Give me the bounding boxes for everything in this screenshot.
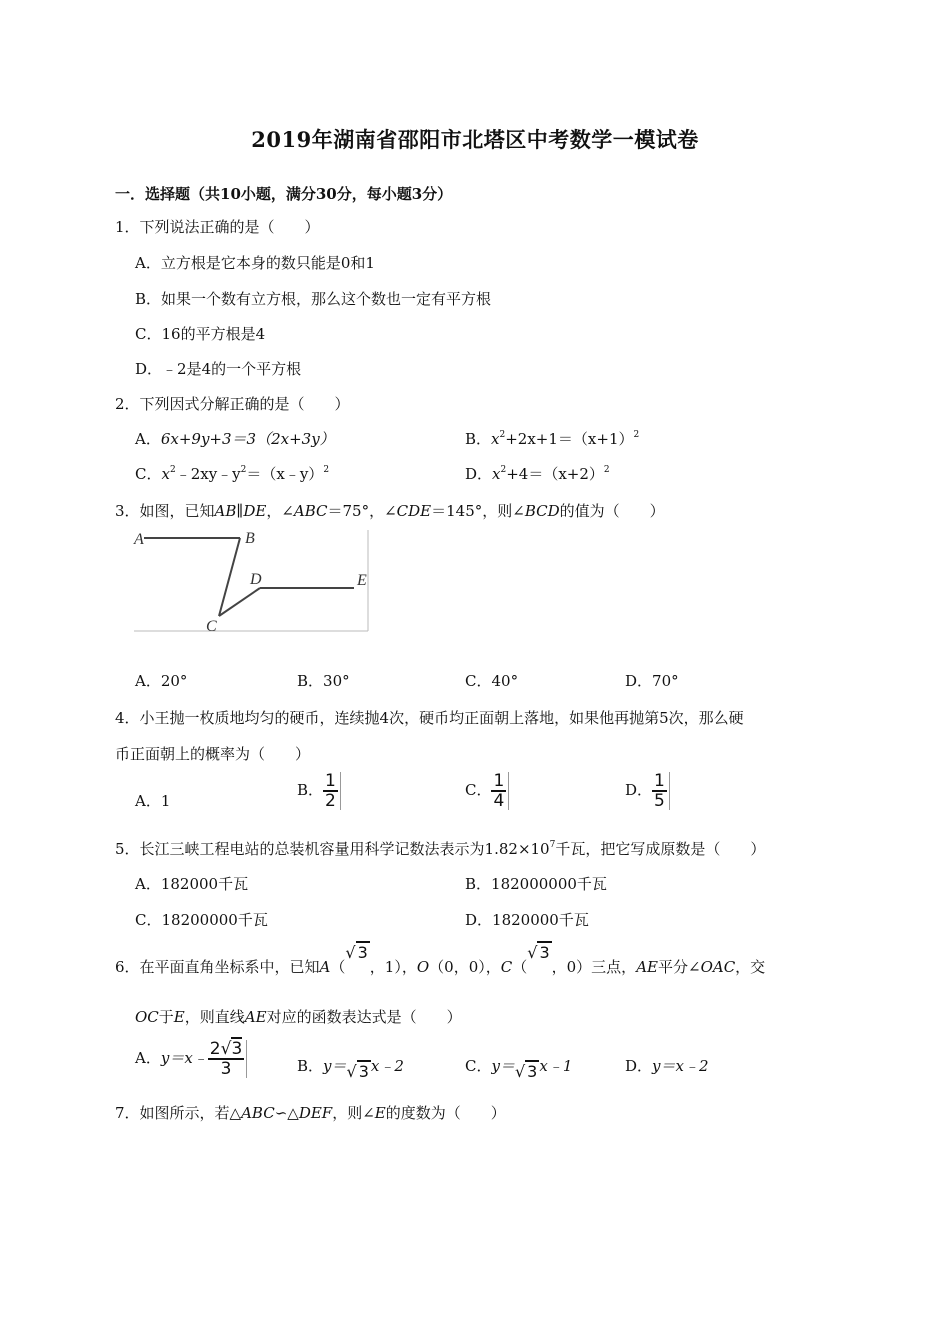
radicand: 3 <box>539 943 550 962</box>
expr-part: y＝ <box>491 1057 515 1075</box>
stem-text: ，∠ <box>266 502 294 520</box>
question-3-stem <box>115 500 665 521</box>
expr-part: y＝ <box>323 1057 347 1075</box>
question-4-option-b <box>297 772 341 810</box>
fraction <box>323 772 341 810</box>
stem-text: 于 <box>158 1008 174 1026</box>
option-label: D． <box>625 781 653 799</box>
option-label: D． <box>625 1057 653 1075</box>
radicand: 3 <box>357 943 368 962</box>
point-label-a: A <box>134 531 144 548</box>
question-2-option-d <box>465 463 610 484</box>
question-6-stem-line1 <box>115 943 766 977</box>
square-root: √ 3 <box>345 943 368 962</box>
question-6-option-b <box>297 1055 404 1081</box>
stem-var: AE <box>244 1008 267 1026</box>
numerator: 1 <box>493 771 505 791</box>
question-1-stem: 1．下列说法正确的是（ ） <box>115 218 320 236</box>
point-label-c: C <box>206 618 217 635</box>
option-expression: 6x+9y+3＝3（2x+3y） <box>160 430 335 448</box>
question-5-option-a: A．182000千瓦 <box>135 875 249 893</box>
question-3-option-b: B．30° <box>297 672 350 690</box>
stem-text: ∽△ <box>274 1104 299 1122</box>
question-5-option-b: B．182000000千瓦 <box>465 875 607 893</box>
expr-part: x <box>161 465 170 483</box>
question-4-option-d <box>625 772 670 810</box>
numerator: 1 <box>325 771 336 791</box>
radicand: 3 <box>527 1062 538 1081</box>
point-label-b: B <box>245 530 255 547</box>
exponent: 2 <box>633 430 640 440</box>
point-var: O <box>416 958 430 976</box>
denominator: 5 <box>654 791 665 811</box>
question-6-stem-line2 <box>135 1006 462 1027</box>
stem-var: OC <box>135 1008 159 1026</box>
expr-part: x﹣2 <box>370 1057 404 1075</box>
numerator: 1 <box>654 771 665 791</box>
stem-text: ，则直线 <box>184 1008 245 1026</box>
stem-text: 平分∠ <box>657 958 701 976</box>
option-label: C． <box>135 465 162 483</box>
point-var: C <box>500 958 513 976</box>
option-label: C． <box>465 781 492 799</box>
question-1-option-b: B．如果一个数有立方根，那么这个数也一定有平方根 <box>135 290 492 308</box>
stem-text: （ <box>330 958 346 976</box>
stem-text: 6．在平面直角坐标系中，已知 <box>115 958 320 976</box>
denominator: 2 <box>325 791 336 811</box>
option-label: C． <box>465 1057 492 1075</box>
exponent: 2 <box>240 465 247 475</box>
fraction <box>208 1040 248 1078</box>
stem-var: ABC <box>241 1104 275 1122</box>
radicand: 3 <box>358 1062 369 1081</box>
radicand: 3 <box>231 1039 243 1059</box>
exponent: 2 <box>603 465 610 475</box>
question-5-option-c: C．18200000千瓦 <box>135 911 268 929</box>
question-5-option-d: D．1820000千瓦 <box>465 911 589 929</box>
question-4-option-a: A．1 <box>135 792 171 810</box>
expr-part: x﹣1 <box>539 1057 573 1075</box>
point-label-d: D <box>250 571 262 588</box>
exponent: 2 <box>500 465 507 475</box>
question-2-option-b <box>465 428 639 449</box>
stem-var: CDE <box>396 502 432 520</box>
square-root: √ 3 <box>346 1062 369 1081</box>
expr-part: +2x+1＝（x+1） <box>505 430 634 448</box>
square-root: √ 3 <box>514 1062 538 1081</box>
question-5-stem <box>115 838 765 859</box>
stem-text: ＝75°，∠ <box>327 502 397 520</box>
stem-var: E <box>374 1104 386 1122</box>
denominator: 3 <box>220 1059 232 1079</box>
expr-part: ﹣2xy﹣y <box>175 465 241 483</box>
stem-text: ，交 <box>735 958 766 976</box>
stem-text: ，1）， <box>369 958 417 976</box>
question-3-option-d: D．70° <box>625 672 679 690</box>
expr-part: x <box>492 465 501 483</box>
option-label: B． <box>297 781 324 799</box>
question-3-option-a: A．20° <box>135 672 188 690</box>
question-1-option-a: A．立方根是它本身的数只能是0和1 <box>135 254 375 272</box>
parallel-lines-figure <box>132 528 372 636</box>
stem-text: （ <box>512 958 528 976</box>
question-2-option-c <box>135 463 329 484</box>
coefficient: 2 <box>209 1039 221 1059</box>
option-label: D． <box>465 465 493 483</box>
stem-text: ＝145°，则∠ <box>431 502 525 520</box>
stem-var: AE <box>636 958 658 976</box>
exponent: 2 <box>169 465 176 475</box>
stem-text: 千瓦，把它写成原数是（ ） <box>555 840 766 858</box>
question-2-option-a <box>135 428 335 449</box>
exponent: 2 <box>499 430 506 440</box>
question-1-option-d: D．﹣2是4的一个平方根 <box>135 360 302 378</box>
stem-text: ，则∠ <box>332 1104 375 1122</box>
question-2-stem: 2．下列因式分解正确的是（ ） <box>115 395 350 413</box>
option-expression: y＝x﹣ <box>160 1049 208 1067</box>
fraction <box>652 772 670 810</box>
numerator: 2√3 <box>209 1039 243 1059</box>
denominator: 4 <box>493 791 505 811</box>
section-heading: 一．选择题（共10小题，满分30分，每小题3分） <box>115 185 453 203</box>
option-label: B． <box>297 1057 324 1075</box>
option-label: A． <box>135 430 161 448</box>
stem-text: ，0）三点， <box>551 958 637 976</box>
stem-var: E <box>173 1008 185 1026</box>
stem-text: 3．如图，已知 <box>115 502 215 520</box>
fraction <box>491 772 509 810</box>
question-6-option-a <box>135 1040 247 1078</box>
question-4-stem-line2: 币正面朝上的概率为（ ） <box>115 745 311 763</box>
question-7-stem <box>115 1102 506 1123</box>
question-6-option-d <box>625 1055 709 1076</box>
stem-var: AB∥DE <box>214 502 267 520</box>
question-6-option-c <box>465 1055 573 1081</box>
point-label-e: E <box>357 572 367 589</box>
option-label: B． <box>465 430 492 448</box>
expr-part: +4＝（x+2） <box>506 465 604 483</box>
option-expression: y＝x﹣2 <box>652 1057 709 1075</box>
question-3-option-c: C．40° <box>465 672 519 690</box>
question-4-stem-line1: 4．小王抛一枚质地均匀的硬币，连续抛4次，硬币均正面朝上落地，如果他再抛第5次，那么硬 <box>115 709 744 727</box>
option-label: A． <box>135 1049 161 1067</box>
stem-text: 5．长江三峡工程电站的总装机容量用科学记数法表示为1.82×10 <box>115 840 550 858</box>
question-1-option-c: C．16的平方根是4 <box>135 325 266 343</box>
question-4-option-c <box>465 772 509 810</box>
stem-var: ABC <box>293 502 328 520</box>
point-var: A <box>319 958 331 976</box>
stem-var: DEF <box>298 1104 333 1122</box>
stem-text: （0，0）， <box>429 958 501 976</box>
square-root: √ 3 <box>527 943 550 962</box>
stem-text: 的度数为（ ） <box>385 1104 506 1122</box>
expr-part: ＝（x﹣y） <box>246 465 324 483</box>
stem-text: 7．如图所示，若△ <box>115 1104 242 1122</box>
stem-text: 的值为（ ） <box>559 502 665 520</box>
page-title: 2019年湖南省邵阳市北塔区中考数学一模试卷 <box>251 127 699 152</box>
stem-text: 对应的函数表达式是（ ） <box>266 1008 462 1026</box>
exponent: 7 <box>549 840 556 850</box>
stem-var: BCD <box>524 502 560 520</box>
stem-var: OAC <box>700 958 736 976</box>
expr-part: x <box>491 430 500 448</box>
exponent: 2 <box>323 465 330 475</box>
